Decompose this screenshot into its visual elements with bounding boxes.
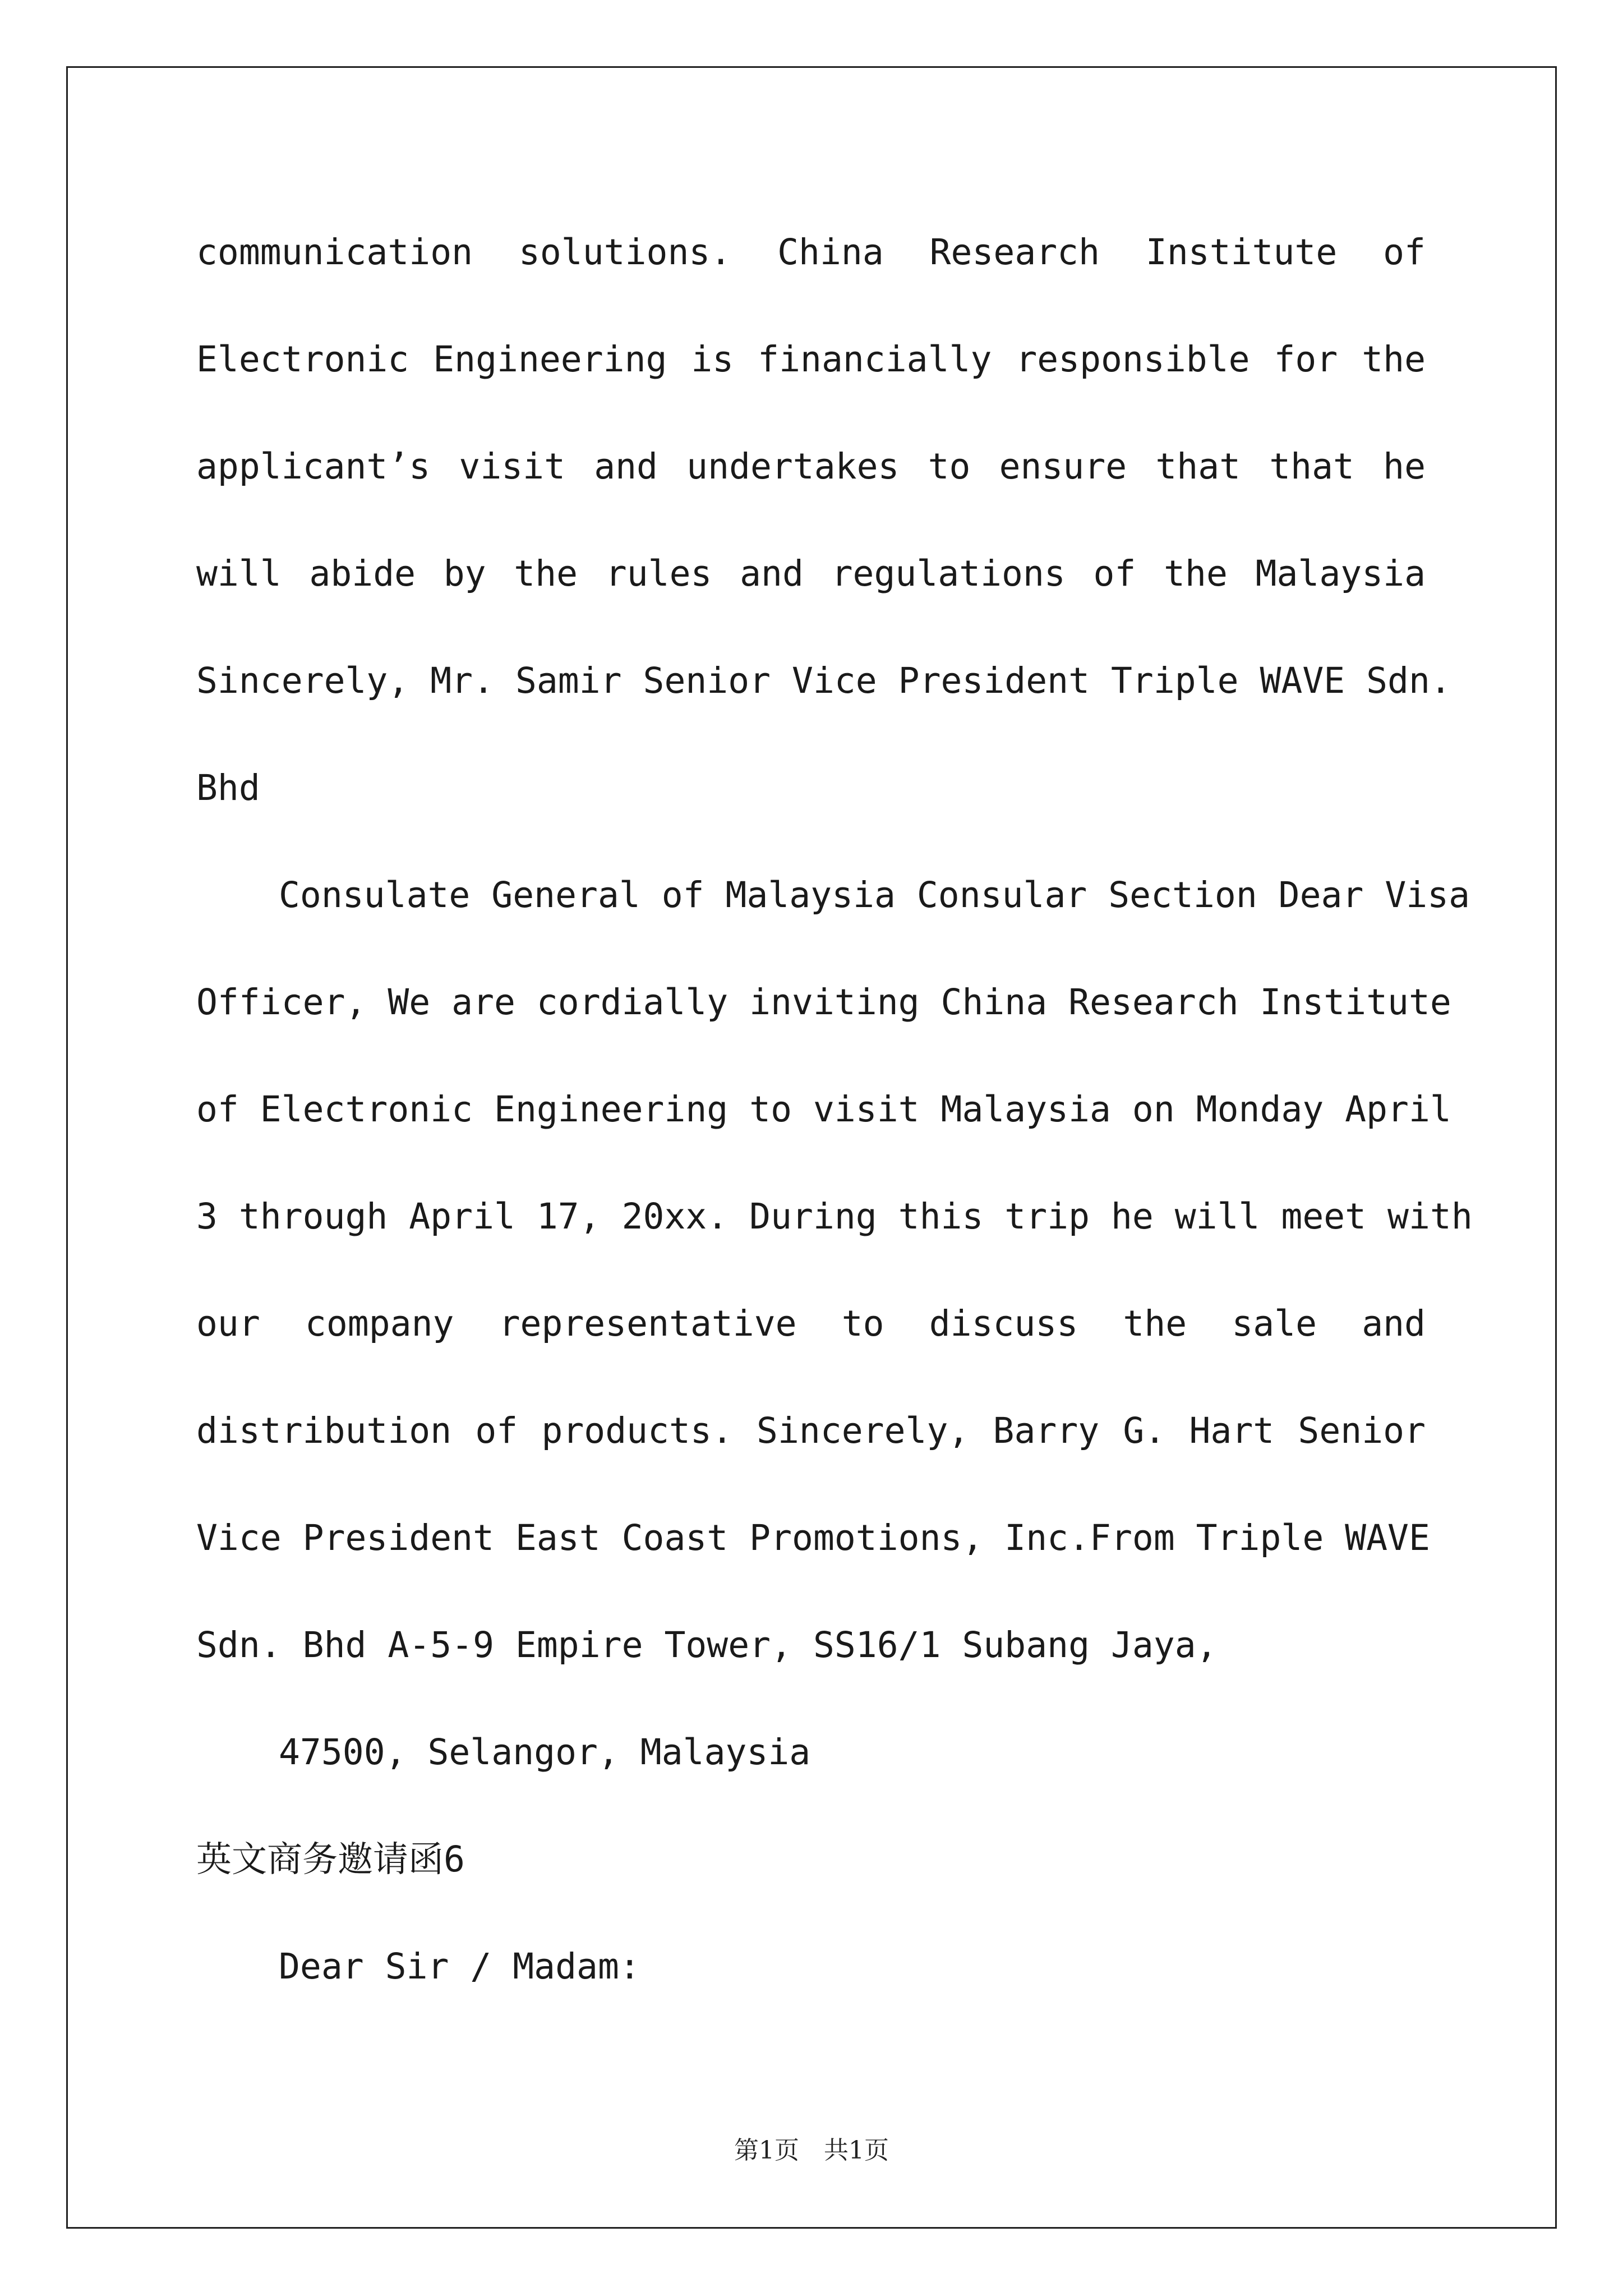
text-line: applicant’s visit and undertakes to ensure that that he — [196, 446, 1426, 487]
text-line: Sdn. Bhd A-5-9 Empire Tower, SS16/1 Subang Jaya, — [196, 1625, 1218, 1665]
text-line: Vice President East Coast Promotions, Inc.From Triple WAVE — [196, 1517, 1430, 1558]
text-line: our company representative to discuss the sale and — [196, 1303, 1426, 1344]
text-line: of Electronic Engineering to visit Malaysia on Monday April — [196, 1089, 1451, 1130]
text-line: Sincerely, Mr. Samir Senior Vice President Triple WAVE Sdn. — [196, 660, 1451, 701]
text-line: 3 through April 17, 20xx. During this trip he will meet with — [196, 1196, 1473, 1237]
text-line: will abide by the rules and regulations of the Malaysia — [196, 553, 1426, 594]
text-line: 47500, Selangor, Malaysia — [279, 1732, 811, 1773]
text-line: distribution of products. Sincerely, Barry G. Hart Senior — [196, 1410, 1426, 1451]
text-line: Consulate General of Malaysia Consular Section Dear Visa — [279, 875, 1470, 915]
page-number: 第1页 共1页 — [734, 2136, 889, 2165]
document-body — [196, 224, 1473, 2046]
text-line: Officer, We are cordially inviting China Research Institute — [196, 982, 1451, 1023]
text-line: Bhd — [196, 767, 260, 808]
section-heading: 英文商务邀请函6 — [196, 1839, 465, 1880]
text-line: communication solutions. China Research Institute of — [196, 232, 1426, 273]
text-line: Electronic Engineering is financially responsible for the — [196, 339, 1426, 380]
salutation: Dear Sir / Madam: — [279, 1946, 640, 1987]
